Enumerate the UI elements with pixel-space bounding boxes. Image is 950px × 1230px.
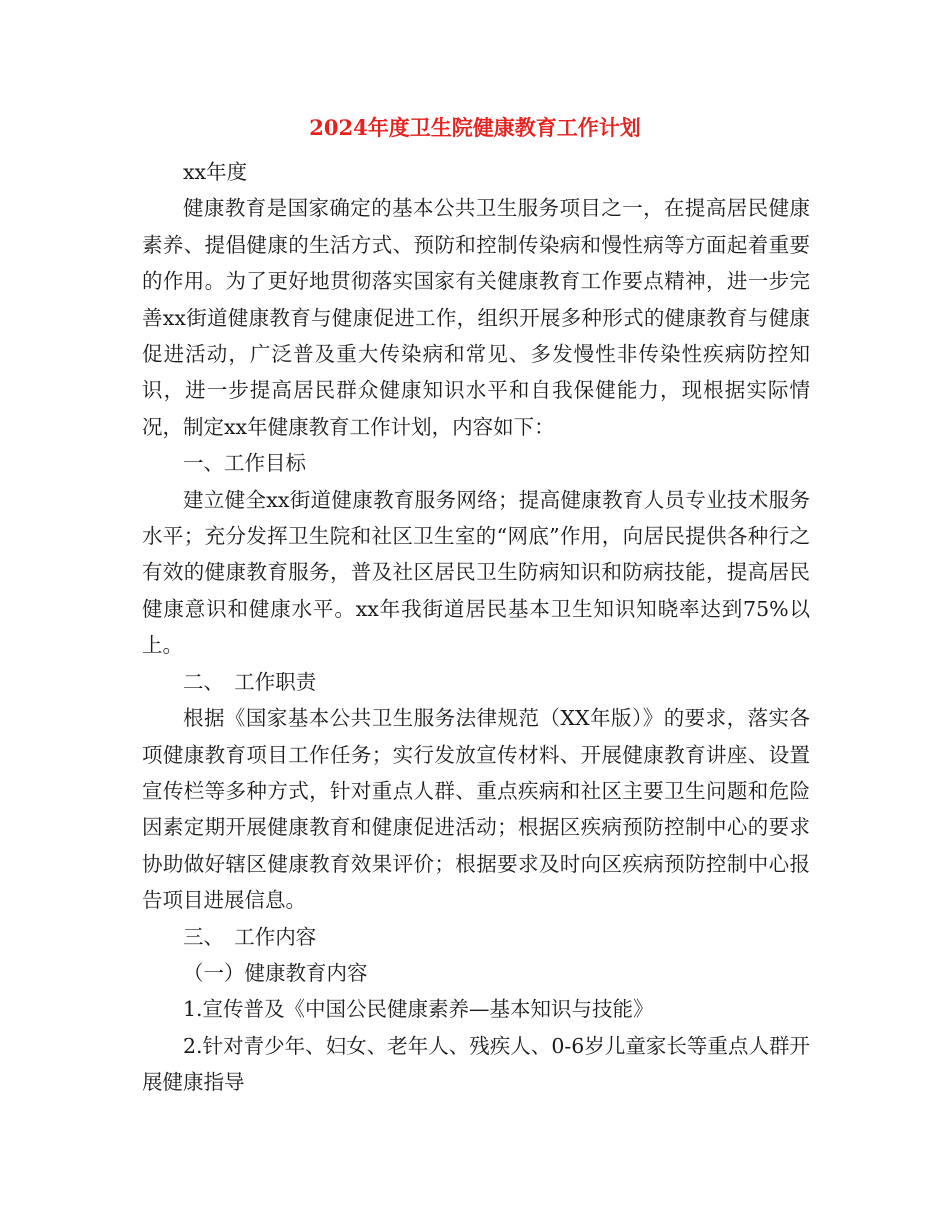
document-body [142, 154, 810, 1101]
section-heading-duties: 二、 工作职责 [183, 669, 317, 694]
duties-paragraph: 根据《国家基本公共卫生服务法律规范（XX年版）》的要求，落实各项健康教育项目工作任务；实行发放宣传材料、开展健康教育讲座、设置宣传栏等多种方式，针对重点人群、重点疾病和社区主要卫生问题和危险因素定期开展健康教育和健康促进活动；根据区疾病预防控制中心的要求协助做好辖区健康教育效果评价；根据要求及时向区疾病预防控制中心报告项目进展信息。 [142, 706, 810, 913]
intro-paragraph: 健康教育是国家确定的基本公共卫生服务项目之一，在提高居民健康素养、提倡健康的生活方式、预防和控制传染病和慢性病等方面起着重要的作用。为了更好地贯彻落实国家有关健康教育工作要点精神，进一步完善xx街道健康教育与健康促进工作，组织开展多种形式的健康教育与健康促进活动，广泛普及重大传染病和常见、多发慢性非传染性疾病防控知识，进一步提高居民群众健康知识水平和自我保健能力，现根据实际情况，制定xx年健康教育工作计划，内容如下： [142, 196, 810, 439]
year-line: xx年度 [183, 160, 248, 184]
section-heading-goals: 一、工作目标 [183, 451, 306, 476]
goals-paragraph: 建立健全xx街道健康教育服务网络；提高健康教育人员专业技术服务水平；充分发挥卫生院和社区卫生室的“网底”作用，向居民提供各种行之有效的健康教育服务，普及社区居民卫生防病知识和防病技能，提高居民健康意识和健康水平。xx年我街道居民基本卫生知识知晓率达到75%以上。 [142, 487, 810, 658]
list-item: 2.针对青少年、妇女、老年人、残疾人、0-6岁儿童家长等重点人群开展健康指导 [142, 1033, 810, 1095]
document-title: 2024年度卫生院健康教育工作计划 [309, 115, 641, 140]
section-heading-content: 三、 工作内容 [183, 924, 317, 949]
subsection-heading-education-content: （一）健康教育内容 [183, 960, 368, 985]
list-item: 1.宣传普及《中国公民健康素养—基本知识与技能》 [183, 997, 654, 1022]
